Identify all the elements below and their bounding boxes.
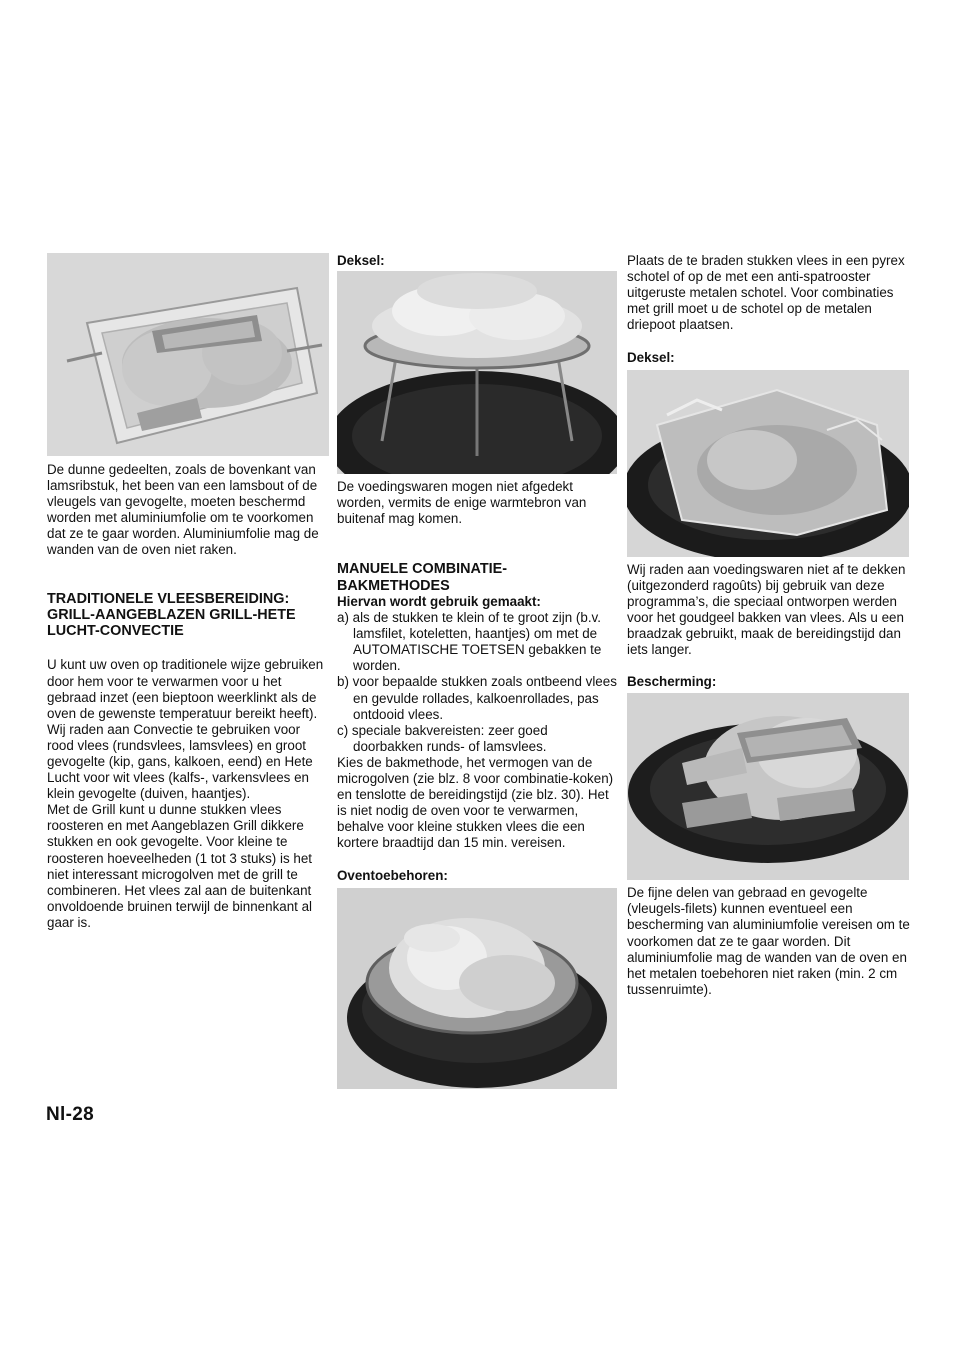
chicken-in-dish-photo [337, 888, 617, 1089]
chicken-on-rack-photo [337, 271, 617, 474]
traditional-paragraph-2: Wij raden aan Convectie te gebruiken voor rood vlees (rundsvlees, lamsvlees) en groot gevogelte (kip, gans, kalkoen, eend) en Hete Lucht voor wit vlees (kalfs-, varkensvlees en klein gevogelte (duiven, haantjes). [47, 721, 313, 802]
page-number: Nl-28 [46, 1104, 94, 1125]
accessories-label: Oventoebehoren: [337, 868, 448, 884]
roast-dish-photo [47, 253, 329, 456]
protection-caption: De fijne delen van gebraad en gevogelte (vleugels-filets) kunnen eventueel een bescherming van aluminiumfolie vereisen om te voorkomen dat ze te gaar worden. Dit aluminiumfolie mag de wanden van de oven en het metalen toebehoren niet raken (min. 2 cm tussenruimte). [627, 885, 910, 997]
traditional-heading: TRADITIONELE VLEESBEREIDING: GRILL-AANGEBLAZEN GRILL-HETE LUCHT-CONVECTIE [47, 590, 296, 640]
foil-caption: De dunne gedeelten, zoals de bovenkant van lamsribstuk, het been van een lamsbout of de vleugels van gevogelte, moeten beschermd worden met aluminiumfolie om te voorkomen dat ze te gaar worden. Aluminiumfolie mag de wanden van de oven niet raken. [47, 462, 319, 558]
column-3 [627, 253, 911, 998]
manual-heading: MANUELE COMBINATIE-BAKMETHODES [337, 561, 508, 594]
lid-label: Deksel: [337, 253, 385, 268]
column-2 [337, 253, 619, 1089]
column-1 [47, 253, 329, 931]
usage-subheading: Hiervan wordt gebruik gemaakt: [337, 593, 541, 609]
method-paragraph: Kies de bakmethode, het vermogen van de microgolven (zie blz. 8 voor combinatie-koken) en tenslotte de bereidingstijd (zie blz. 30). Het is niet nodig de oven voor te verwarmen, behalve voor kleine stukken vlees die een kortere braadtijd dan 15 min. vereisen. [337, 754, 614, 851]
lid-caption: De voedingswaren mogen niet afgedekt worden, vermits de enige warmtebron van buitenaf mag komen. [337, 479, 587, 527]
bag-caption: Wij raden aan voedingswaren niet af te dekken (uitgezonderd ragoûts) bij gebruik van deze programma’s, die speciaal ontworpen werden voor het goudgeel bakken van vlees. Als u een braadzak gebruikt, maak de bereidingstijd dan iets langer. [627, 561, 906, 658]
traditional-paragraph-3: Met de Grill kunt u dunne stukken vlees roosteren en met Aangeblazen Grill dikkere stukken en ook gevogelte. Voor kleine te roosteren hoeveelheden (1 tot 3 stuks) is het niet interessant microgolven met de grill te combineren. Het vlees zal aan de buitenkant onvoldoende bruinen terwijl de binnenkant al gaar is. [47, 802, 313, 930]
list-item: c) speciale bakvereisten: zeer goed doorbakken runds- of lamsvlees. [337, 722, 548, 754]
protection-label: Bescherming: [627, 674, 717, 690]
list-item: a) als de stukken te klein of te groot zijn (b.v. lamsfilet, koteletten, haantjes) om met de AUTOMATISCHE TOETSEN gebakken te worden. [337, 610, 602, 674]
placement-paragraph: Plaats de te braden stukken vlees in een pyrex schotel of op de met een anti-spatrooster uitgeruste metalen schotel. Voor combinaties met grill moet u de schotel op de metalen driepoot plaatsen. [627, 253, 905, 333]
usage-list [337, 610, 619, 755]
foil-chicken-photo [627, 693, 909, 880]
roasting-bag-photo [627, 370, 909, 557]
list-item: b) voor bepaalde stukken zoals ontbeend vlees en gevulde rollades, kalkoenrollades, pas ontdooid vlees. [337, 674, 617, 722]
traditional-paragraph-1: U kunt uw oven op traditionele wijze gebruiken door hem voor te verwarmen voor u het gebraad inzet (een bieptoon weerklinkt als de oven de gewenste temperatuur bereikt heeft). [47, 657, 324, 721]
lid-label-2: Deksel: [627, 350, 675, 366]
